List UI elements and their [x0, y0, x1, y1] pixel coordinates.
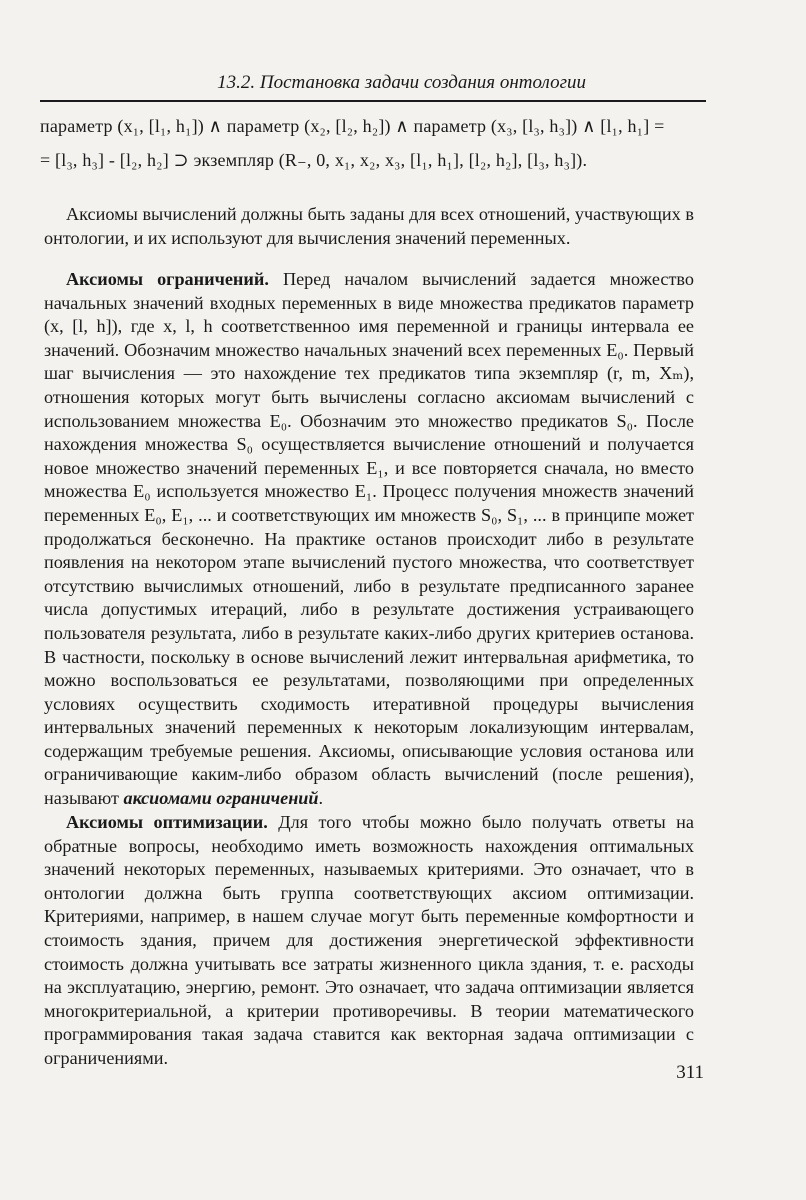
page-number: 311	[676, 1062, 704, 1083]
header-rule	[40, 100, 706, 102]
paragraph-end: .	[318, 788, 324, 809]
section-run-in-heading: Аксиомы ограничений.	[66, 269, 269, 289]
paragraph-computation-axioms	[44, 203, 694, 250]
running-header: 13.2. Постановка задачи создания онтологии	[217, 72, 586, 93]
defined-term: аксиомами ограничений	[123, 788, 319, 809]
paragraph-text: Аксиомы вычислений должны быть заданы для всех отношений, участвующих в онтологии, и их используют для вычисления значений переменных.	[44, 204, 694, 248]
paragraph-optimization-axioms	[44, 811, 694, 1071]
paragraph-text: Для того чтобы можно было получать ответы на обратные вопросы, необходимо иметь возможность нахождения оптимальных значений некоторых переменных, называемых критериями. Это означает, что в онтологии должна быть группа соответствующих аксиом оптимизации. Критериями, например, в нашем случае могут быть переменные комфортности и стоимость здания, причем для достижения энергетической эффективности стоимость должна учитывать все затраты жизненного цикла здания, т. е. расходы на эксплуатацию, энергию, ремонт. Это означает, что задача оптимизации является многокритериальной, а критерии противоречивы. В теории математического программирования такая задача ставится как векторная задача оптимизации с ограничениями.	[44, 812, 694, 1068]
paragraph-constraint-axioms	[44, 268, 694, 811]
formula-line-1: параметр (x₁, [l₁, h₁]) ∧ параметр (x₂, [l₂, h₂]) ∧ параметр (x₃, [l₃, h₃]) ∧ [l₁, h₁] =	[40, 116, 665, 136]
formula-line-2: = [l₃, h₃] - [l₂, h₂] ⊃ экземпляр (R₋, 0, x₁, x₂, x₃, [l₁, h₁], [l₂, h₂], [l₃, h₃]).	[40, 150, 588, 170]
paragraph-text: Перед началом вычислений задается множество начальных значений входных переменных в виде множества предикатов параметр (x, [l, h]), где x, l, h соответственноо имя переменной и границы интервала ее значений. Обозначим множество начальных значений всех переменных E₀. Первый шаг вычисления — это нахождение тех предикатов типа экземпляр (r, m, Xₘ), отношения которых могут быть вычислены согласно аксиомам вычислений с использованием множества E₀. Обозначим это множество предикатов S₀. После нахождения множества S₀ осуществляется вычисление отношений и получается новое множество значений переменных E₁, и все повторяется сначала, но вместо множества E₀ используется множество E₁. Процесс получения множеств значений переменных E₀, E₁, ... и соответствующих им множеств S₀, S₁, ... в принципе может продолжаться бесконечно. На практике останов происходит либо в результате появления на некотором этапе вычислений пустого множества, что соответствует отсутствию вычислимых отношений, либо в результате предписанного заранее числа допустимых итераций, либо в результате достижения устраивающего пользователя результата, либо в результате каких-либо других критериев останова. В частности, поскольку в основе вычислений лежит интервальная арифметика, то можно воспользоваться ее результатами, позволяющими при определенных условиях осуществить сходимость итеративной процедуры вычисления интервальных значений переменных к некоторым локализующим интервалам, содержащим требуемые решения. Аксиомы, описывающие условия останова или ограничивающие каким-либо образом область вычислений (после решения), называют	[44, 269, 694, 809]
section-run-in-heading: Аксиомы оптимизации.	[66, 812, 268, 832]
